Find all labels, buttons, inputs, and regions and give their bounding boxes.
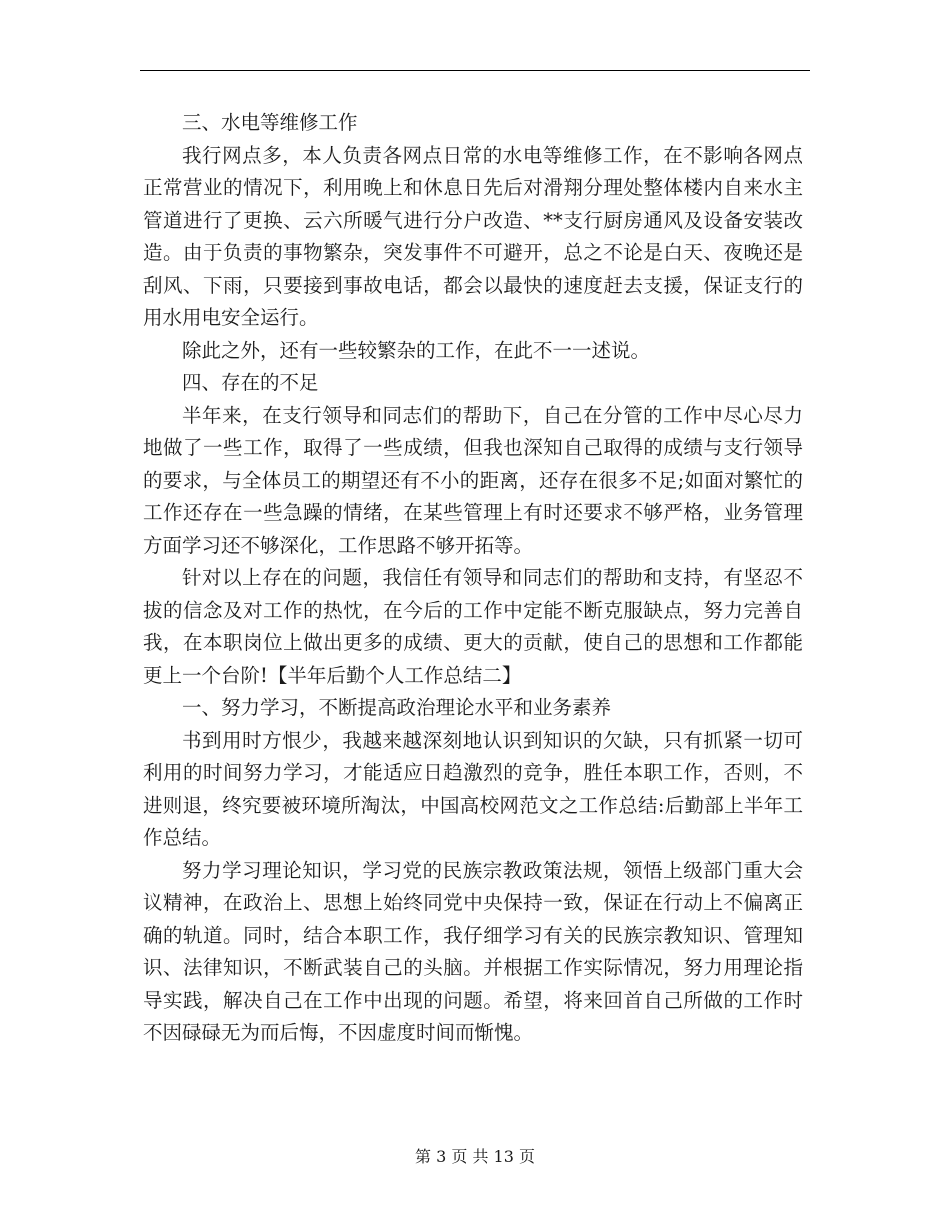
- section-heading-4: 四、存在的不足: [182, 371, 319, 394]
- header-rule: [140, 70, 810, 71]
- body-paragraph: 我行网点多，本人负责各网点日常的水电等维修工作，在不影响各网点正常营业的情况下，利用晚上和休息日先后对滑翔分理处整体楼内自来水主管道进行了更换、云六所暖气进行分户改造、**支行厨房通风及设备安装改造。由于负责的事物繁杂，突发事件不可避开，总之不论是白天、夜晚还是刮风、下雨，只要接到事故电话，都会以最快的速度赶去支援，保证支行的用水用电安全运行。: [143, 143, 803, 329]
- page-number: 第 3 页 共 13 页: [415, 1147, 535, 1166]
- document-body: [143, 107, 803, 1050]
- body-paragraph: 半年来，在支行领导和同志们的帮助下，自己在分管的工作中尽心尽力地做了一些工作，取得了一些成绩，但我也深知自己取得的成绩与支行领导的要求，与全体员工的期望还有不小的距离，还存在很多不足;如面对繁忙的工作还存在一些急躁的情绪，在某些管理上有时还要求不够严格，业务管理方面学习还不够深化，工作思路不够开拓等。: [143, 403, 803, 557]
- body-paragraph: 努力学习理论知识，学习党的民族宗教政策法规，领悟上级部门重大会议精神，在政治上、思想上始终同党中央保持一致，保证在行动上不偏离正确的轨道。同时，结合本职工作，我仔细学习有关的民族宗教知识、管理知识、法律知识，不断武装自己的头脑。并根据工作实际情况，努力用理论指导实践，解决自己在工作中出现的问题。希望，将来回首自己所做的工作时不因碌碌无为而后悔，不因虚度时间而惭愧。: [143, 858, 803, 1044]
- body-paragraph: 针对以上存在的问题，我信任有领导和同志们的帮助和支持，有坚忍不拔的信念及对工作的热忱，在今后的工作中定能不断克服缺点，努力完善自我，在本职岗位上做出更多的成绩、更大的贡献，使自己的思想和工作都能更上一个台阶!【半年后勤个人工作总结二】: [143, 566, 803, 687]
- body-paragraph: 除此之外，还有一些较繁杂的工作，在此不一一述说。: [182, 338, 651, 362]
- section-heading-3: 三、水电等维修工作: [182, 111, 358, 134]
- section-heading-1: 一、努力学习，不断提高政治理论水平和业务素养: [182, 696, 612, 719]
- body-paragraph: 书到用时方恨少，我越来越深刻地认识到知识的欠缺，只有抓紧一切可利用的时间努力学习，才能适应日趋激烈的竞争，胜任本职工作，否则，不进则退，终究要被环境所淘汰，中国高校网范文之工作总结:后勤部上半年工作总结。: [143, 728, 803, 849]
